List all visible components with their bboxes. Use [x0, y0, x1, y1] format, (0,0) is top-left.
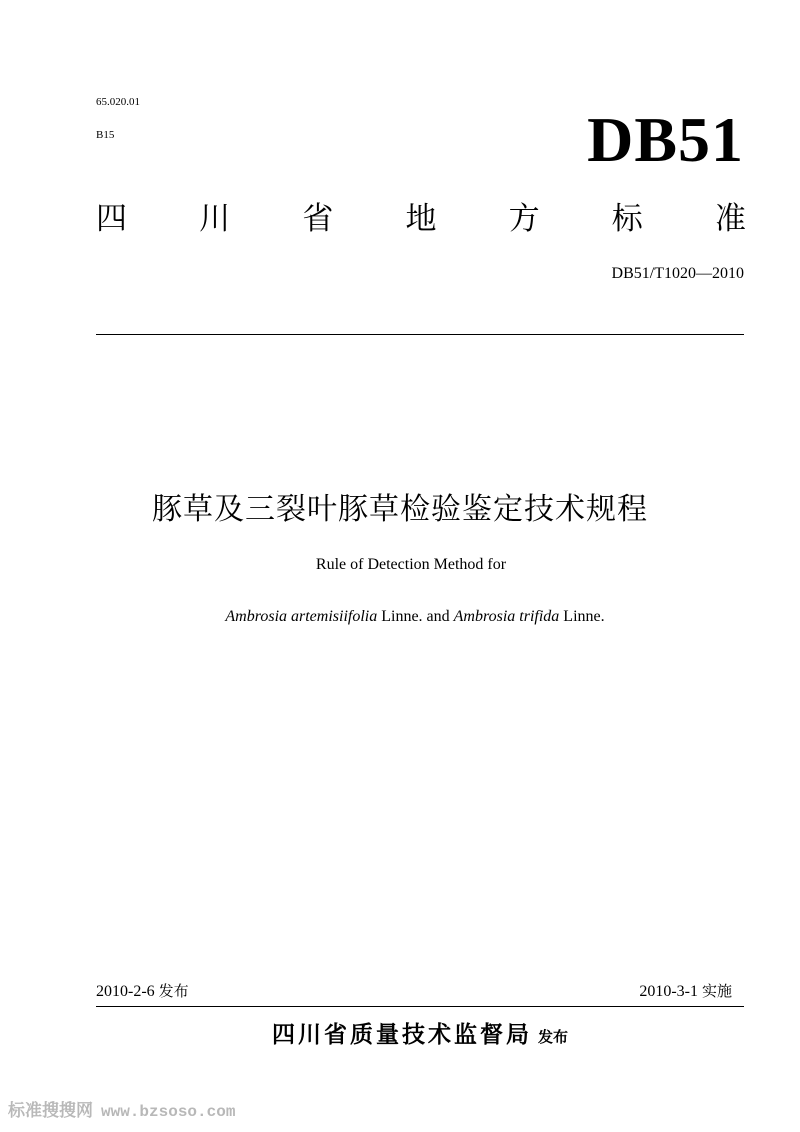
standard-type-char: 省 — [302, 201, 334, 237]
standard-type-char: 准 — [714, 201, 746, 237]
species-author: Linne. and — [377, 608, 454, 625]
standard-type-char: 标 — [611, 201, 643, 237]
issuer-suffix: 发布 — [537, 1028, 568, 1046]
standard-number: DB51/T1020—2010 — [611, 265, 744, 282]
standard-type-char: 四 — [96, 201, 127, 237]
implement-date-line — [639, 980, 732, 1001]
title-english-line2 — [0, 608, 800, 626]
species-name: Ambrosia trifida — [453, 608, 560, 625]
title-english-line1: Rule of Detection Method for — [315, 556, 507, 573]
standard-type-char: 川 — [199, 201, 231, 237]
publish-label: 发布 — [158, 982, 189, 1000]
standard-code: DB51 — [587, 104, 744, 175]
standard-type-char: 方 — [508, 201, 540, 237]
ics-code: 65.020.01 — [96, 96, 140, 108]
publish-date: 2010-2-6 — [96, 983, 155, 1000]
publish-date-line — [96, 980, 189, 1001]
species-name: Ambrosia artemisiifolia — [225, 608, 378, 625]
species-author: Linne. — [559, 608, 605, 625]
bottom-divider — [96, 1006, 744, 1007]
watermark-site-name: 标准搜搜网 — [8, 1101, 93, 1121]
watermark — [8, 1096, 235, 1121]
issuer-line — [0, 1016, 800, 1049]
top-divider — [96, 334, 744, 335]
standard-type-char: 地 — [405, 201, 437, 237]
standard-type — [96, 201, 746, 237]
ccs-code: B15 — [96, 129, 115, 141]
issuer-name: 四川省质量技术监督局 — [271, 1022, 532, 1048]
implement-date: 2010-3-1 — [639, 983, 698, 1000]
title-chinese: 豚草及三裂叶豚草检验鉴定技术规程 — [152, 492, 648, 527]
implement-label: 实施 — [701, 982, 732, 1000]
watermark-url: www.bzsoso.com — [101, 1103, 236, 1121]
